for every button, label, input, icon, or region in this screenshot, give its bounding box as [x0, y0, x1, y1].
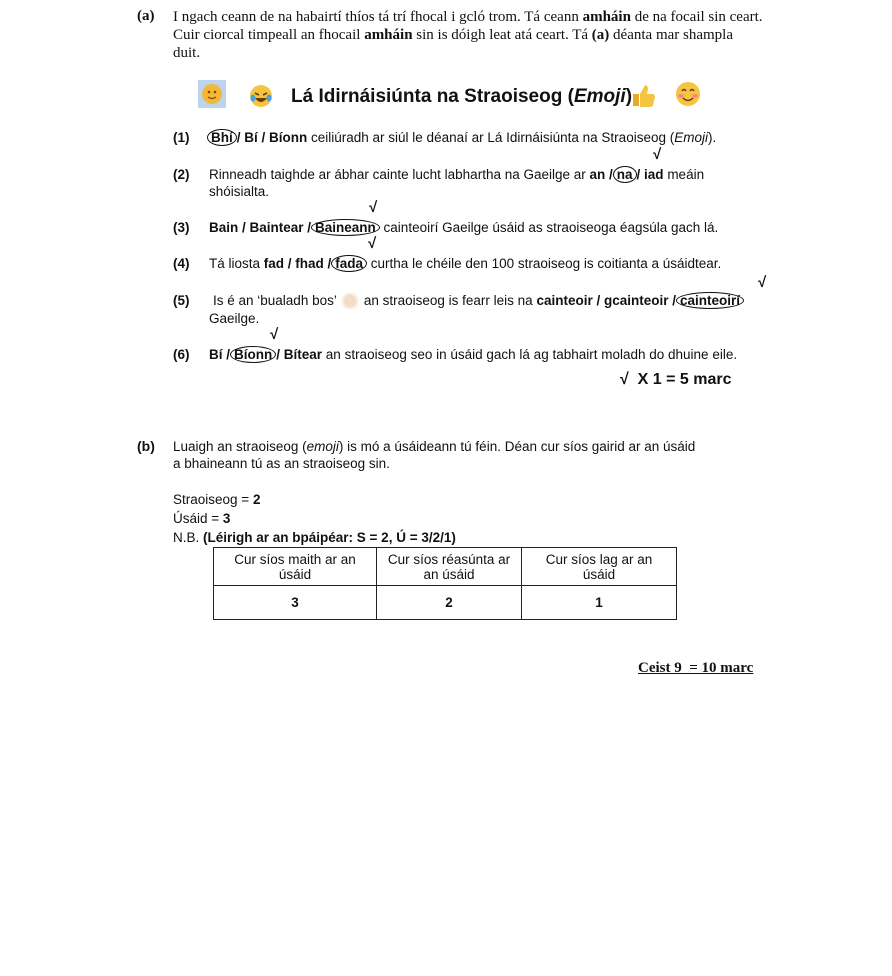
circled-answer: na: [613, 166, 637, 183]
item-number: (1): [173, 130, 190, 145]
tick-mark: √: [369, 199, 378, 216]
item-4-text: Tá liosta fad / fhad / fada curtha le chéile den 100 straoiseog is coitianta a úsáidtear.: [209, 256, 722, 271]
marks-total: √ X 1 = 5 marc: [620, 371, 732, 388]
question-total: Ceist 9 = 10 marc: [638, 660, 754, 676]
tick-mark: √: [758, 274, 767, 291]
item-5-text: Is é an ‘bualadh bos’ an straoiseog is fearr leis na cainteoir / gcainteoir / cainteoirí: [213, 292, 744, 309]
item-5-continuation: Gaeilge.: [209, 311, 260, 326]
item-3-text: Bain / Baintear / Baineann cainteoirí Gaeilge úsáid as straoiseoga éagsúla gach lá.: [209, 220, 719, 235]
part-a-label: (a): [137, 8, 155, 24]
item-number: (5): [173, 293, 190, 308]
item-number: (3): [173, 220, 190, 235]
marking-scheme: Straoiseog = 2 Úsáid = 3 N.B. (Léirigh ar an bpáipéar: S = 2, Ú = 3/2/1): [173, 492, 456, 545]
item-number: (2): [173, 167, 190, 182]
sun-face-icon: [198, 80, 226, 108]
circled-answer: Bhí: [207, 129, 237, 146]
table-row: [214, 586, 677, 620]
part-a-instructions: I ngach ceann de na habairtí thíos tá trí fhocal i gcló trom. Tá ceann amháin de na focail sin ceart. Cuir ciorcal timpeall an fhocail amháin sin is dóigh leat atá ceart. Tá (a) déanta mar shampla duit.: [173, 9, 763, 61]
circled-answer: Bíonn: [230, 346, 276, 363]
circled-answer: cainteoirí: [676, 292, 744, 309]
thumbs-up-icon: [628, 80, 658, 115]
tick-mark: √: [653, 146, 662, 163]
table-header-cell: Cur síos maith ar an úsáid: [214, 548, 377, 586]
laughing-tears-icon: [247, 82, 275, 115]
table-cell: 2: [377, 586, 522, 620]
section-heading: Lá Idirnáisiúnta na Straoiseog (Emoji): [291, 86, 633, 107]
item-2-text: Rinneadh taighde ar ábhar cainte lucht labhartha na Gaeilge ar an / na / iad meáin shóisialta.: [209, 167, 705, 199]
smiling-face-icon: [673, 79, 703, 114]
table-header-cell: Cur síos lag ar an úsáid: [522, 548, 677, 586]
part-b-label: (b): [137, 438, 155, 454]
circled-answer: fada: [331, 255, 367, 272]
item-1-text: Bhí / Bí / Bíonn ceiliúradh ar siúl le déanaí ar Lá Idirnáisiúnta na Straoiseog (Emoji).: [207, 129, 716, 146]
table-header-cell: Cur síos réasúnta ar an úsáid: [377, 548, 522, 586]
circled-answer: Baineann: [311, 219, 380, 236]
table-cell: 3: [214, 586, 377, 620]
item-6-text: Bí / Bíonn / Bítear an straoiseog seo in úsáid gach lá ag tabhairt moladh do dhuine eile.: [209, 347, 738, 362]
table-row: [214, 548, 677, 586]
item-number: (4): [173, 256, 190, 271]
tick-mark: √: [270, 326, 279, 343]
item-number: (6): [173, 347, 190, 362]
tick-mark: √: [368, 235, 377, 252]
clapping-hands-icon: [340, 293, 360, 309]
table-cell: 1: [522, 586, 677, 620]
marking-table: [213, 547, 677, 620]
part-b-instructions: Luaigh an straoiseog (emoji) is mó a úsáideann tú féin. Déan cur síos gairid ar an úsáid a bhaineann tú as an straoiseog sin.: [173, 439, 696, 471]
